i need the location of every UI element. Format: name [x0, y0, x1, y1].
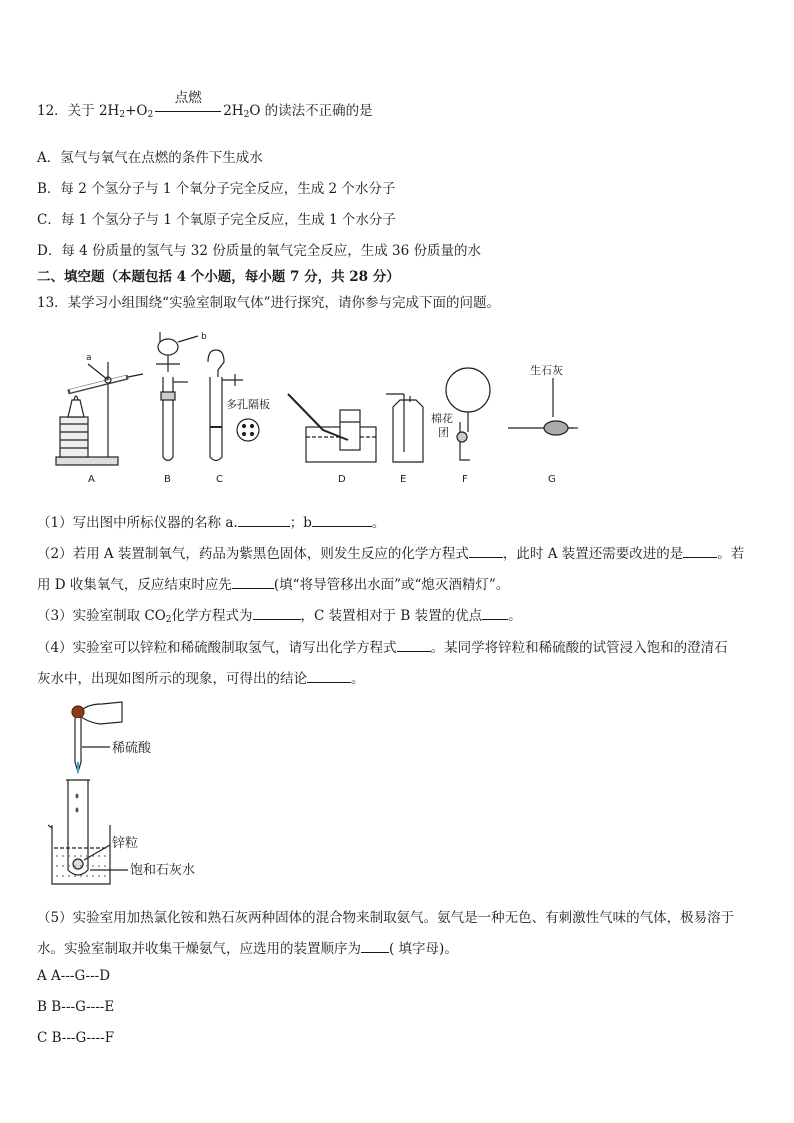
sub-2a: 2 — [119, 110, 126, 120]
label-cotton-2: 团 — [438, 426, 449, 439]
q13-part2-line1 — [37, 542, 744, 562]
sub-co2: 2 — [165, 615, 172, 625]
q13-part1 — [37, 511, 385, 531]
q13-part5-line2 — [37, 937, 458, 957]
label-limewater: 饱和石灰水 — [130, 863, 196, 878]
blank-a[interactable] — [238, 526, 290, 527]
blank-conclusion[interactable] — [307, 682, 351, 683]
blank-co2-equation[interactable] — [253, 619, 301, 620]
p1-end: 。 — [371, 515, 386, 531]
q13-part3 — [37, 604, 522, 625]
q12-stem-suffix: O 的读法不正确的是 — [249, 103, 373, 119]
p4-line2-a: 灰水中，出现如图所示的现象，可得出的结论 — [37, 671, 307, 687]
sub-2c: 2 — [243, 110, 250, 120]
limewater-figure — [40, 700, 220, 890]
reaction-condition — [153, 90, 223, 120]
q13-part4-line2 — [37, 667, 365, 687]
p2-b: ，此时 A 装置还需要改进的是 — [502, 546, 684, 562]
label-A: A — [88, 474, 95, 485]
label-D: D — [338, 474, 346, 485]
label-a: a — [86, 353, 92, 363]
label-zinc: 锌粒 — [112, 836, 139, 851]
p1-mid: ；b — [289, 515, 312, 531]
dropper — [75, 718, 81, 772]
section-title: 二、填空题（本题包括 4 个小题，每小题 7 分，共 28 分） — [37, 269, 400, 285]
p3-c: ，C 装置相对于 B 装置的优点 — [300, 608, 483, 624]
apparatus-b — [156, 332, 207, 485]
sub-2b: 2 — [147, 110, 154, 120]
label-porous: 多孔隔板 — [226, 398, 270, 411]
q12-stem-mid: +O — [125, 103, 148, 119]
p2-line2-b: (填“将导管移出水面”或“熄灭酒精灯”。 — [273, 577, 510, 593]
label-B: B — [164, 474, 171, 485]
apparatus-e — [386, 394, 423, 485]
q12-product: 2H — [223, 103, 244, 119]
p3-b: 化学方程式为 — [171, 608, 253, 624]
p3-a: （3）实验室制取 CO — [37, 608, 166, 624]
q13-stem: 13．某学习小组围绕“实验室制取气体”进行探究，请你参与完成下面的问题。 — [37, 295, 500, 311]
apparatus-d — [288, 394, 376, 485]
p5-line2-b: ( 填字母)。 — [389, 941, 458, 957]
p1-prefix: （1）写出图中所标仪器的名称 a. — [37, 515, 238, 531]
apparatus-f — [431, 368, 490, 485]
blank-equation-o2[interactable] — [469, 557, 503, 558]
q13-part4-line1 — [37, 636, 728, 656]
test-tube — [66, 780, 90, 875]
apparatus-figure — [48, 322, 608, 487]
q12-option-d[interactable]: D．每 4 份质量的氢气与 32 份质量的氧气完全反应，生成 36 份质量的水 — [37, 243, 482, 259]
p2-c: 。若 — [717, 546, 745, 562]
q13-part5-line1: （5）实验室用加热氯化铵和熟石灰两种固体的混合物来制取氨气。氨气是一种无色、有刺激性气味的气体，极易溶于 — [37, 910, 735, 926]
q12-option-c[interactable]: C．每 1 个氢分子与 1 个氧原子完全反应，生成 1 个水分子 — [37, 212, 396, 228]
p5-line2-a: 水。实验室制取并收集干燥氨气，应选用的装置顺序为 — [37, 941, 361, 957]
q13-part2-line2 — [37, 573, 509, 593]
label-acid: 稀硫酸 — [112, 741, 152, 756]
label-cotton-1: 棉花 — [431, 412, 453, 425]
choice-a[interactable]: A A---G---D — [37, 968, 111, 984]
label-b: b — [201, 332, 207, 342]
equation-bar — [155, 111, 221, 112]
q12-stem-prefix: 12．关于 2H — [37, 103, 120, 119]
blank-b[interactable] — [312, 526, 372, 527]
apparatus-a — [56, 353, 143, 485]
blank-h2-equation[interactable] — [397, 651, 431, 652]
label-G: G — [548, 474, 556, 485]
label-C: C — [216, 474, 223, 485]
blank-advantage[interactable] — [482, 619, 508, 620]
blank-improvement[interactable] — [683, 557, 717, 558]
choice-b[interactable]: B B---G----E — [37, 999, 115, 1015]
condition-text: 点燃 — [174, 90, 202, 106]
blank-first-step[interactable] — [232, 588, 274, 589]
apparatus-g — [508, 363, 578, 485]
blank-order[interactable] — [361, 952, 389, 953]
q12-option-b[interactable]: B．每 2 个氢分子与 1 个氧分子完全反应，生成 2 个水分子 — [37, 181, 396, 197]
p2-line2-a: 用 D 收集氧气，反应结束时应先 — [37, 577, 232, 593]
choice-c[interactable]: C B---G----F — [37, 1030, 115, 1046]
apparatus-c — [208, 350, 270, 485]
label-E: E — [400, 474, 407, 485]
q12-stem — [37, 90, 373, 120]
p4-a: （4）实验室可以锌粒和稀硫酸制取氢气，请写出化学方程式 — [37, 640, 397, 656]
q12-option-a[interactable]: A．氢气与氧气在点燃的条件下生成水 — [37, 150, 263, 166]
label-F: F — [462, 474, 468, 485]
p4-b: 。某同学将锌粒和稀硫酸的试管浸入饱和的澄清石 — [430, 640, 728, 656]
p2-a: （2）若用 A 装置制氧气，药品为紫黑色固体，则发生反应的化学方程式 — [37, 546, 469, 562]
label-quicklime: 生石灰 — [530, 364, 563, 377]
p4-line2-b: 。 — [351, 671, 365, 687]
p3-d: 。 — [508, 608, 522, 624]
